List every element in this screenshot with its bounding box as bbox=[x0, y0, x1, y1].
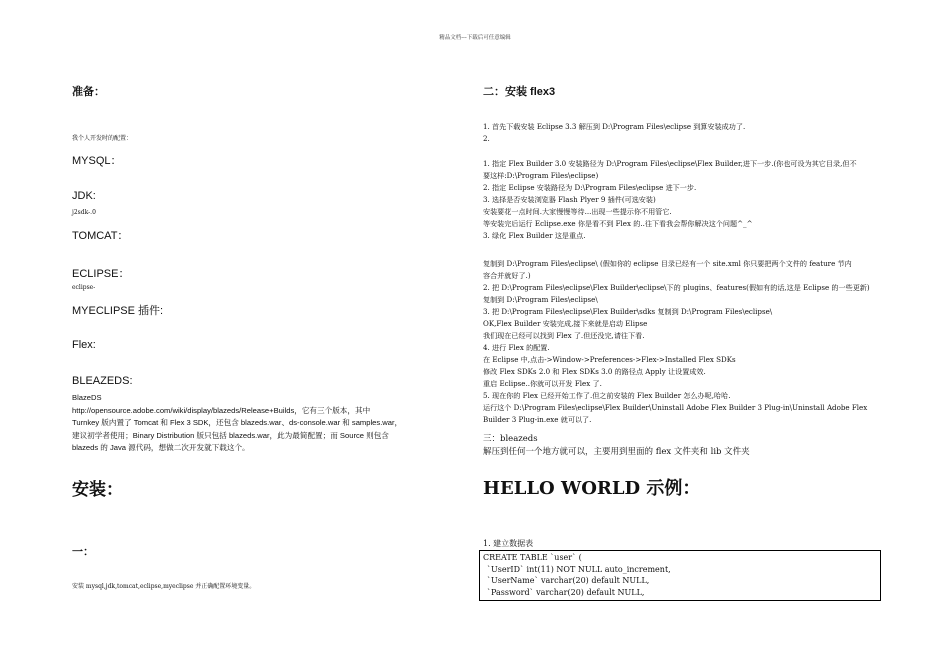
step-line: 安装要花一点时间.大家慢慢等待...出现一些提示你不用管它. bbox=[483, 207, 672, 216]
blazeds-description bbox=[72, 392, 402, 455]
step-one-heading: 一： bbox=[72, 546, 94, 558]
step-line: 等安装完后运行 Eclipse.exe 你是看不到 Flex 的..往下看我会帮你解决这个问题^_^ bbox=[483, 219, 753, 228]
step-line: 在 Eclipse 中,点击->Window->Preferences->Flex->Installed Flex SDKs bbox=[483, 355, 736, 364]
step-line: 要这样:D:\Program Files\eclipse) bbox=[483, 171, 599, 180]
tomcat-label: TOMCAT： bbox=[72, 230, 129, 242]
blazeds-line: 建议初学者使用；Binary Distribution 版只包括 blazeds.war，此为最简配置；而 Source 则包含 bbox=[72, 430, 389, 440]
section-two-heading: 二：安装 flex3 bbox=[483, 86, 556, 98]
blazeds-line: BlazeDS bbox=[72, 393, 102, 402]
flex-label: Flex: bbox=[72, 339, 96, 351]
sql-line: `Password` varchar(20) default NULL, bbox=[487, 587, 645, 597]
step-line: 1. 首先下载安装 Eclipse 3.3 解压到 D:\Program Files\eclipse 到算安装成功了. bbox=[483, 122, 746, 131]
step-line: 3. 把 D:\Program Files\eclipse\Flex Builder\sdks 复制到 D:\Program Files\eclipse\ bbox=[483, 307, 773, 316]
step-line: 5. 现在你的 Flex 已经开始工作了.但之前安装的 Flex Builder 怎么办呢,哈哈. bbox=[483, 391, 731, 400]
hello-world-heading: HELLO WORLD 示例： bbox=[483, 478, 701, 499]
install-note: 安装 mysql,jdk,tomcat,eclipse,myeclipse 并正确配置环境变量。 bbox=[72, 583, 256, 590]
step-line: 复制到 D:\Program Files\eclipse\ (假如你的 eclipse 目录已经有一个 site.xml 你只要把两个文件的 feature 节内 bbox=[483, 259, 852, 268]
install-heading: 安装： bbox=[72, 480, 123, 500]
jdk-version: j2sdk-.0 bbox=[72, 209, 96, 216]
step-line: 修改 Flex SDKs 2.0 和 Flex SDKs 3.0 的路径点 Apply 让设置成效. bbox=[483, 367, 706, 376]
config-note: 我个人开发时的配置： bbox=[72, 135, 133, 142]
steps-a bbox=[483, 121, 745, 145]
sql-line: CREATE TABLE `user` ( bbox=[483, 553, 582, 562]
sql-line: `UserID` int(11) NOT NULL auto_increment, bbox=[487, 564, 671, 574]
prep-heading: 准备： bbox=[72, 86, 105, 98]
step-line: 2. 指定 Eclipse 安装路径为 D:\Program Files\eclipse 进下一步. bbox=[483, 183, 697, 192]
step-line: Builder 3 Plug-in.exe 就可以了. bbox=[483, 415, 592, 424]
mysql-label: MYSQL： bbox=[72, 155, 122, 167]
page-header: 精品文档---下载后可任意编辑 bbox=[439, 35, 511, 41]
steps-b bbox=[483, 158, 857, 242]
section-three-heading: 三：bleazeds bbox=[483, 434, 538, 444]
sql-line: `UserName` varchar(20) default NULL, bbox=[487, 576, 650, 585]
step-line: 重启 Eclipse..你就可以开发 Flex 了. bbox=[483, 379, 602, 388]
blazeds-line: Turnkey 版内置了 Tomcat 和 Flex 3 SDK，还包含 blazeds.war、ds-console.war 和 samples.war， bbox=[72, 418, 403, 428]
eclipse-label: ECLIPSE： bbox=[72, 268, 130, 280]
jdk-label: JDK: bbox=[72, 190, 96, 202]
step-line: 2. 把 D:\Program Files\eclipse\Flex Builder\eclipse\下的 plugins、features(假如有的话,这是 Eclipse 的一些更新) bbox=[483, 283, 870, 292]
section-three-note: 解压到任何一个地方就可以，主要用到里面的 flex 文件夹和 lib 文件夹 bbox=[483, 447, 750, 457]
step-line: 3. 选择是否安装浏览器 Flash Plyer 9 插件(可选安装) bbox=[483, 195, 656, 204]
sql-code-box bbox=[479, 550, 881, 601]
step-line: 运行这个 D:\Program Files\eclipse\Flex Builder\Uninstall Adobe Flex Builder 3 Plug-in\Uninstall Adobe Flex bbox=[483, 403, 868, 412]
step-line: 复制到 D:\Program Files\eclipse\ bbox=[483, 295, 598, 304]
eclipse-version: eclipse- bbox=[72, 284, 96, 291]
myeclipse-label: MYECLIPSE 插件: bbox=[72, 305, 164, 317]
step-line: 2. bbox=[483, 134, 490, 143]
step-line: 容合并就好了.) bbox=[483, 271, 531, 280]
step-line: 我们现在已经可以找到 Flex 了.但还没完,请往下看. bbox=[483, 331, 645, 340]
step-line: OK,Flex Builder 安装完成,接下来就是启动 Elipse bbox=[483, 319, 648, 328]
step-line: 1. 指定 Flex Builder 3.0 安装路径为 D:\Program Files\eclipse\Flex Builder,进下一步.(你也可设为其它目录,但不 bbox=[483, 159, 857, 168]
step-line: 4. 进行 Flex 的配置. bbox=[483, 343, 550, 352]
db-step: 1. 建立数据表 bbox=[483, 539, 534, 548]
blazeds-label: BLEAZEDS: bbox=[72, 375, 133, 387]
step-line: 3. 绿化 Flex Builder 这是重点. bbox=[483, 231, 586, 240]
blazeds-line[interactable]: http://opensource.adobe.com/wiki/display/blazeds/Release+Builds，它有三个版本，其中 bbox=[72, 405, 371, 415]
blazeds-line: blazeds 的 Java 源代码，想做二次开发就下载这个。 bbox=[72, 443, 250, 453]
steps-c bbox=[483, 258, 870, 426]
